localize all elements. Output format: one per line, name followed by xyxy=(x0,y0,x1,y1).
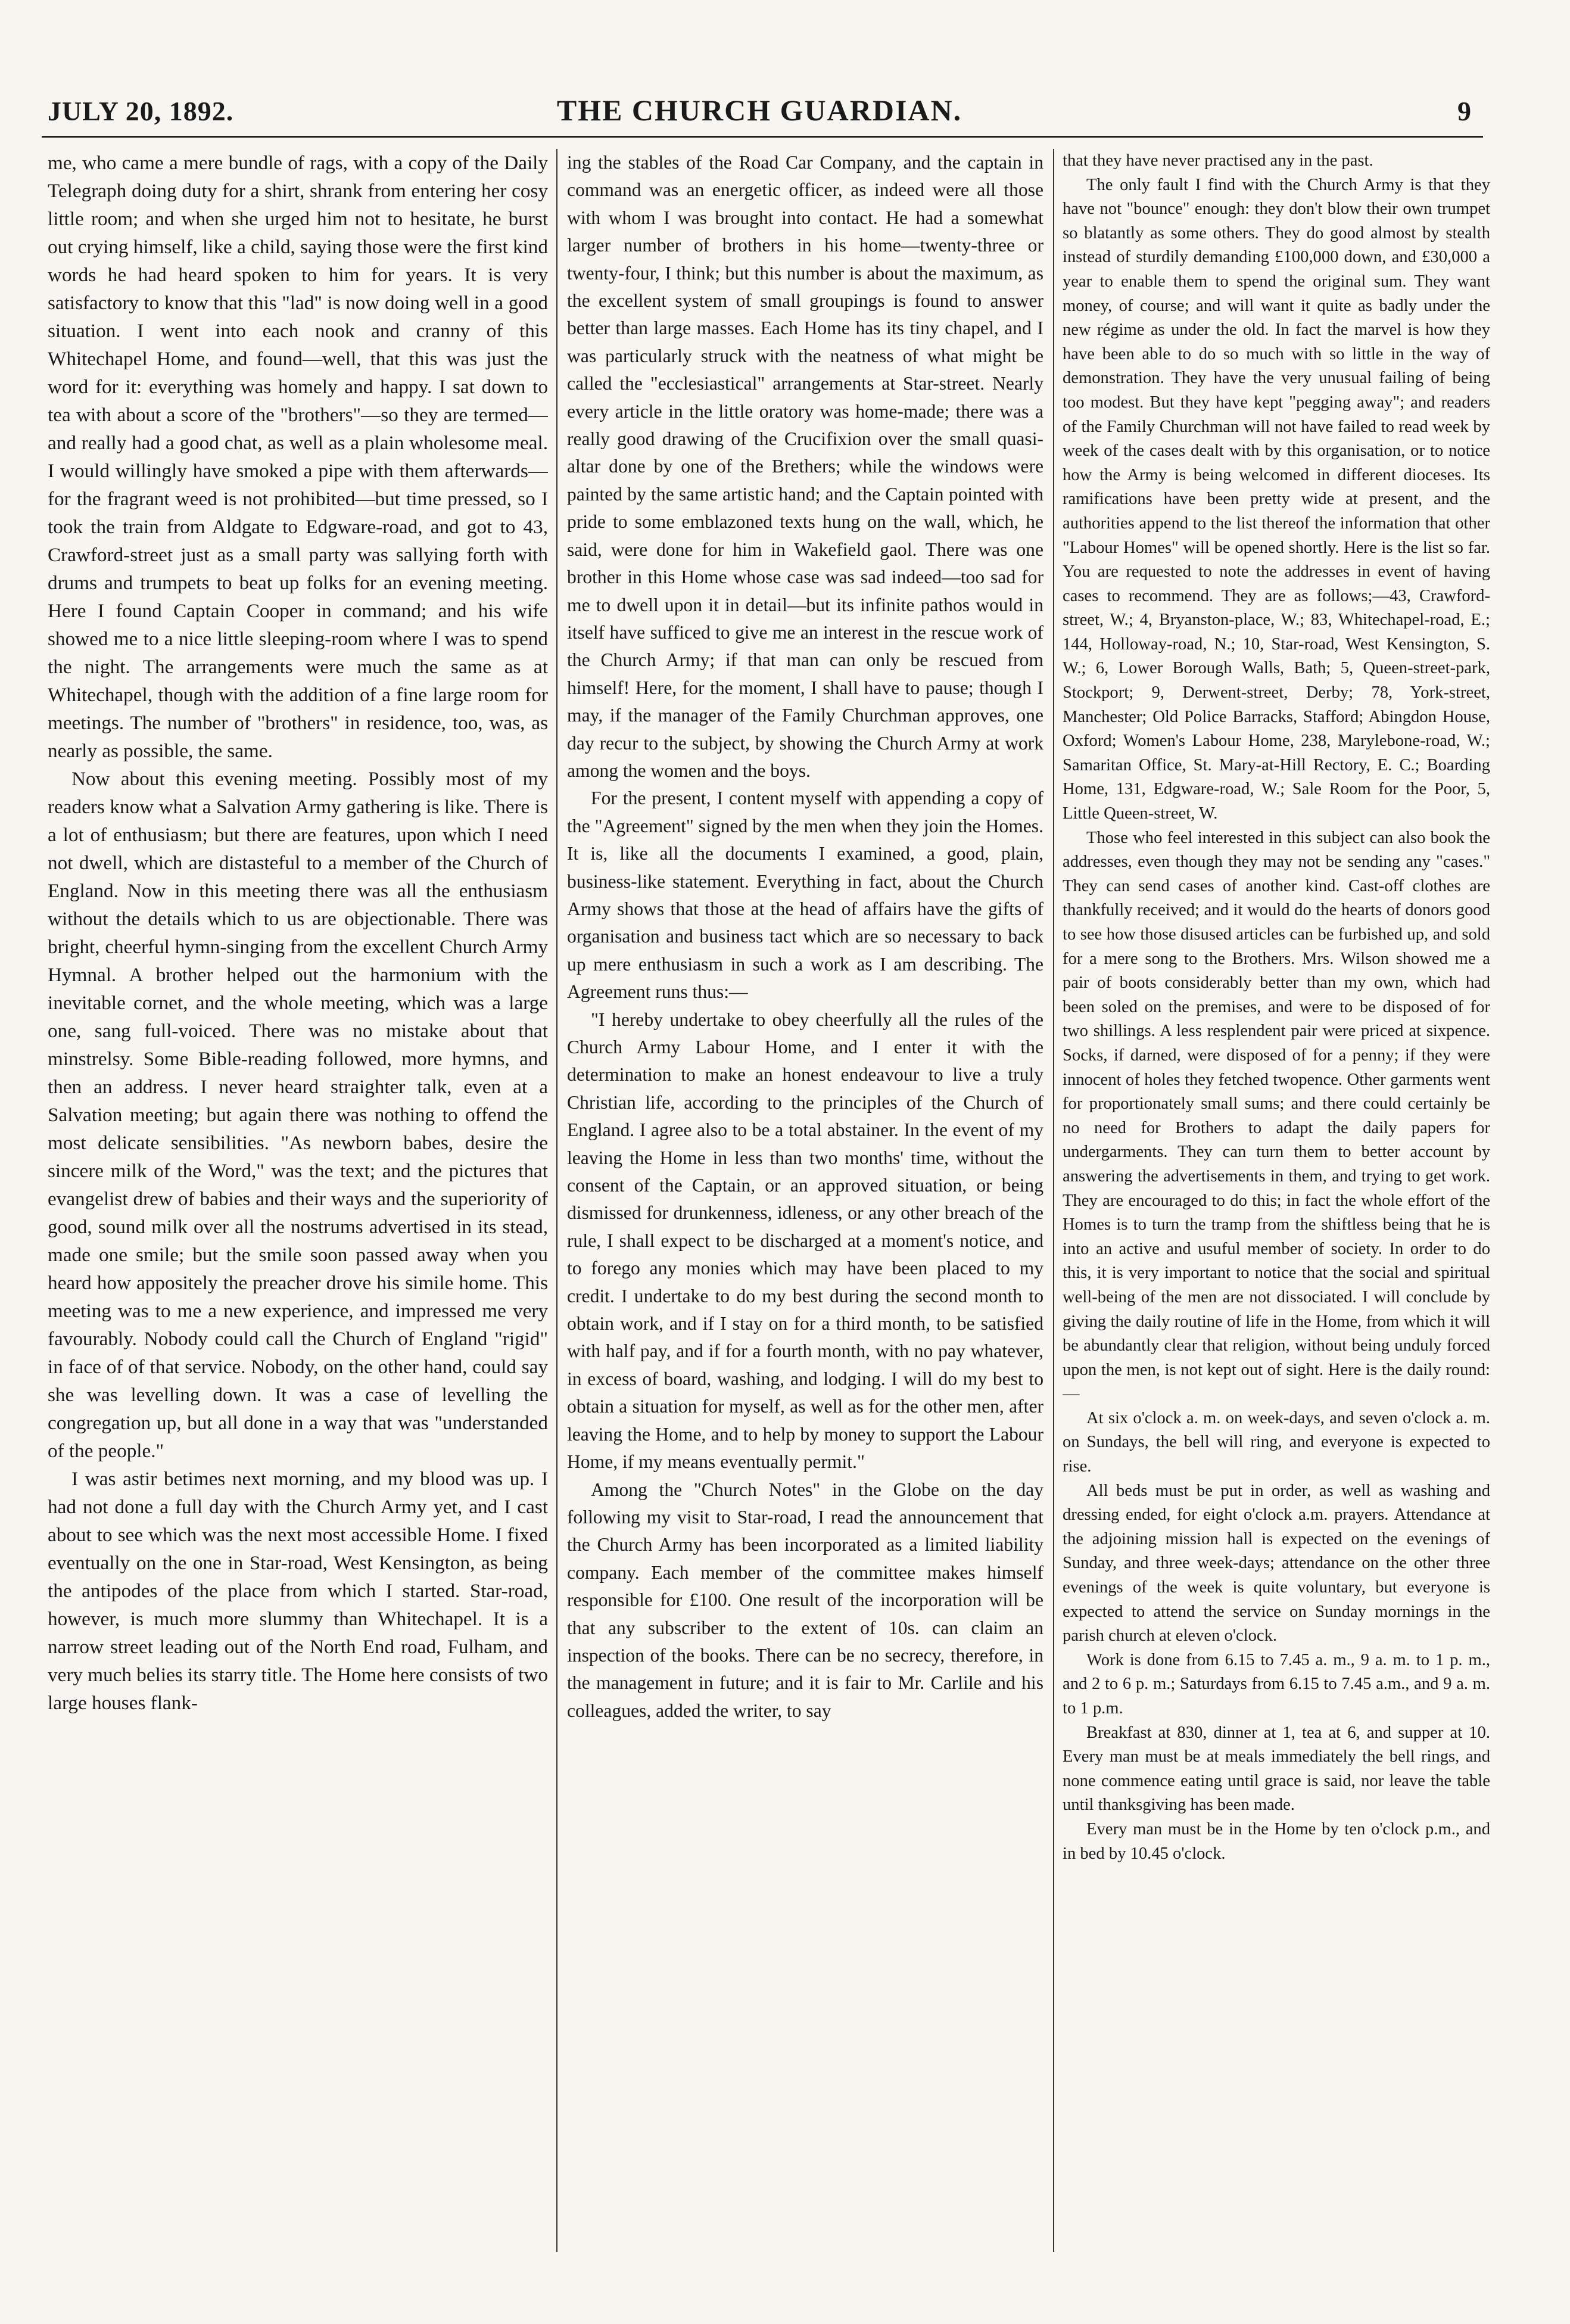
column-divider xyxy=(1053,149,1054,2252)
page-header xyxy=(36,89,1483,131)
column-divider xyxy=(556,149,557,2252)
article-column-1 xyxy=(48,149,548,2270)
issue-date: JULY 20, 1892. xyxy=(48,96,234,126)
paragraph: that they have never practised any in the past. xyxy=(1063,151,1373,170)
header-rule xyxy=(42,136,1483,138)
paragraph: All beds must be put in order, as well as washing and dressing ended, for eight o'clock a.m. prayers. Attendance at the adjoining mission hall is expected on the evenings of Sunday, and three week-days; attendance on the other three evenings of the week is quite voluntary, but everyone is expected to attend the service on Sunday mornings in the parish church at eleven o'clock. xyxy=(1063,1481,1490,1645)
article-column-2 xyxy=(567,149,1043,2270)
article-column-3 xyxy=(1063,149,1490,2270)
newspaper-title: THE CHURCH GUARDIAN. xyxy=(556,94,962,127)
paragraph: Work is done from 6.15 to 7.45 a. m., 9 a. m. to 1 p. m., and 2 to 6 p. m.; Saturdays from 6.15 to 7.45 a.m., and 9 a. m. to 1 p.m. xyxy=(1063,1650,1490,1718)
paragraph: ing the stables of the Road Car Company, and the captain in command was an energetic officer, as indeed were all those with whom I was brought into contact. He had a somewhat larger number of brothers in his home—twenty-three or twenty-four, I think; but this number is about the maximum, as the excellent system of small groupings is found to answer better than large masses. Each Home has its tiny chapel, and I was particularly struck with the neatness of what might be called the "ecclesiastical" arrangements at Star-street. Nearly every article in the little oratory was home-made; there was a really good drawing of the Crucifixion over the small quasi-altar done by one of the Brethers; while the windows were painted by the same artistic hand; and the Captain pointed with pride to some emblazoned texts hung on the wall, which, he said, were done for him in Wakefield gaol. There was one brother in this Home whose case was sad indeed—too sad for me to dwell upon it in detail—but its infinite pathos would in itself have sufficed to give me an interest in the rescue work of the Church Army; if that man can only be rescued from himself! Here, for the moment, I shall have to pause; though I may, if the manager of the Family Churchman approves, one day recur to the subject, by showing the Church Army at work among the women and the boys. xyxy=(567,152,1043,781)
paragraph: Among the "Church Notes" in the Globe on the day following my visit to Star-road, I read the announcement that the Church Army has been incorporated as a limited liability company. Each member of the committee makes himself responsible for £100. One result of the incorporation will be that any subscriber to the extent of 10s. can claim an inspection of the books. There can be no secrecy, therefore, in the management in future; and it is fair to Mr. Carlile and his colleagues, added the writer, to say xyxy=(567,1479,1043,1721)
paragraph: Now about this evening meeting. Possibly most of my readers know what a Salvation Army gathering is like. There is a lot of enthusiasm; but there are features, upon which I need not dwell, which are distasteful to a member of the Church of England. Now in this meeting there was all the enthusiasm without the details which to us are objectionable. There was bright, cheerful hymn-singing from the excellent Church Army Hymnal. A brother helped out the harmonium with the inevitable cornet, and the whole meeting, which was a large one, sang full-voiced. There was no mistake about that minstrelsy. Some Bible-reading followed, more hymns, and then an address. I never heard straighter talk, even at a Salvation meeting; but again there was nothing to offend the most delicate sensibilities. "As newborn babes, desire the sincere milk of the Word," was the text; and the pictures that evangelist drew of babies and their ways and the superiority of good, sound milk over all the nostrums advertised in its stead, made one smile; but the smile soon passed away when you heard how appositely the preacher drove his simile home. This meeting was to me a new experience, and impressed me very favourably. Nobody could call the Church of England "rigid" in face of of that service. Nobody, on the other hand, could say she was levelling down. It was a case of levelling the congregation up, but all done in a way that was "understanded of the people." xyxy=(48,768,548,1462)
paragraph: Every man must be in the Home by ten o'clock p.m., and in bed by 10.45 o'clock. xyxy=(1063,1819,1490,1863)
page-number: 9 xyxy=(1457,96,1471,126)
paragraph: The only fault I find with the Church Army is that they have not "bounce" enough: they don't blow their own trumpet so blatantly as some others. They do good almost by stealth instead of sturdily demanding £100,000 down, and £30,000 a year to enable them to spend the original sum. They want money, of course; and will want it quite as badly under the new régime as under the old. In fact the marvel is how they have been able to do so much with so little in the way of demonstration. They have the very unusual failing of being too modest. But they have kept "pegging away"; and readers of the Family Churchman will not have failed to read week by week of the cases dealt with by this organisation, or to notice how the Army is being welcomed in different dioceses. Its ramifications have been pretty wide at present, and the authorities append to the list thereof the information that other "Labour Homes" will be opened shortly. Here is the list so far. You are requested to note the addresses in event of having cases to recommend. They are as follows;—43, Crawford-street, W.; 4, Bryanston-place, W.; 83, Whitechapel-road, E.; 144, Holloway-road, N.; 10, Star-road, West Kensington, S. W.; 6, Lower Borough Walls, Bath; 5, Queen-street-park, Stockport; 9, Derwent-street, Derby; 78, York-street, Manchester; Old Police Barracks, Stafford; Abingdon House, Oxford; Women's Labour Home, 238, Marylebone-road, W.; Samaritan Office, St. Mary-at-Hill Rectory, E. C.; Boarding Home, 131, Edgware-road, W.; Sale Room for the Poor, 5, Little Queen-street, W. xyxy=(1063,175,1490,823)
paragraph: Breakfast at 830, dinner at 1, tea at 6, and supper at 10. Every man must be at meals immediately the bell rings, and none commence eating until grace is said, nor leave the table until thanksgiving has been made. xyxy=(1063,1723,1490,1815)
paragraph: "I hereby undertake to obey cheerfully all the rules of the Church Army Labour Home, and I enter it with the determination to make an honest endeavour to live a truly Christian life, according to the principles of the Church of England. I agree also to be a total abstainer. In the event of my leaving the Home in less than two months' time, without the consent of the Captain, or an approved situation, or being dismissed for drunkenness, idleness, or any other breach of the rule, I shall expect to be discharged at a moment's notice, and to forego any monies which may have been placed to my credit. I undertake to do my best during the second month to obtain work, and if I stay on for a third month, to be satisfied with half pay, and if for a fourth month, with no pay whatever, in excess of board, washing, and lodging. I will do my best to obtain a situation for myself, as well as for the other men, after leaving the Home, and to help by money to support the Labour Home, if my means eventually permit." xyxy=(567,1009,1043,1473)
paragraph: Those who feel interested in this subject can also book the addresses, even though they may not be sending any "cases." They can send cases of another kind. Cast-off clothes are thankfully received; and it would do the hearts of donors good to see how those disused articles can be furbished up, and sold for a mere song to the Brothers. Mrs. Wilson showed me a pair of boots considerably better than my own, which had been soled on the premises, and were to be disposed of for two shillings. A less resplendent pair were priced at sixpence. Socks, if darned, were disposed of for a penny; if they were innocent of holes they fetched twopence. Other garments went for proportionately small sums; and there could certainly be no need for Brothers to adapt the daily papers for undergarments. They can turn them to better account by answering the advertisements in them, and trying to get work. They are encouraged to do this; in fact the whole effort of the Homes is to turn the tramp from the shiftless being that he is into an active and usuful member of society. In order to do this, it is very important to notice that the social and spiritual well-being of the men are not dissociated. I will conclude by giving the daily routine of life in the Home, from which it will be abundantly clear that religion, without being unduly forced upon the men, is not kept out of sight. Here is the daily round:— xyxy=(1063,828,1490,1404)
paragraph: At six o'clock a. m. on week-days, and seven o'clock a. m. on Sundays, the bell will ring, and everyone is expected to rise. xyxy=(1063,1408,1490,1476)
paragraph: me, who came a mere bundle of rags, with a copy of the Daily Telegraph doing duty for a shirt, shrank from entering her cosy little room; and when she urged him not to hesitate, he burst out crying himself, like a child, saying those were the first kind words he had heard spoken to him for years. It is very satisfactory to know that this "lad" is now doing well in a good situation. I went into each nook and cranny of this Whitechapel Home, and found—well, that this was just the word for it: everything was homely and happy. I sat down to tea with about a score of the "brothers"—so they are termed—and really had a good chat, as well as a plain wholesome meal. I would willingly have smoked a pipe with them afterwards—for the fragrant weed is not prohibited—but time pressed, so I took the train from Aldgate to Edgware-road, and got to 43, Crawford-street just as a small party was sallying forth with drums and trumpets to beat up folks for an evening meeting. Here I found Captain Cooper in command; and his wife showed me to a nice little sleeping-room where I was to spend the night. The arrangements were much the same as at Whitechapel, though with the addition of a fine large room for meetings. The number of "brothers" in residence, too, was, as nearly as possible, the same. xyxy=(48,152,548,762)
paragraph: I was astir betimes next morning, and my blood was up. I had not done a full day with the Church Army yet, and I cast about to see which was the next most accessible Home. I fixed eventually on the one in Star-road, West Kensington, as being the antipodes of the place from which I started. Star-road, however, is much more slummy than Whitechapel. It is a narrow street leading out of the North End road, Fulham, and very much belies its starry title. The Home here consists of two large houses flank- xyxy=(48,1468,548,1714)
paragraph: For the present, I content myself with appending a copy of the "Agreement" signed by the men when they join the Homes. It is, like all the documents I examined, a good, plain, business-like statement. Everything in fact, about the Church Army shows that those at the head of affairs have the gifts of organisation and business tact which are so necessary to back up mere enthusiasm in such a work as I am describing. The Agreement runs thus:— xyxy=(567,788,1043,1003)
